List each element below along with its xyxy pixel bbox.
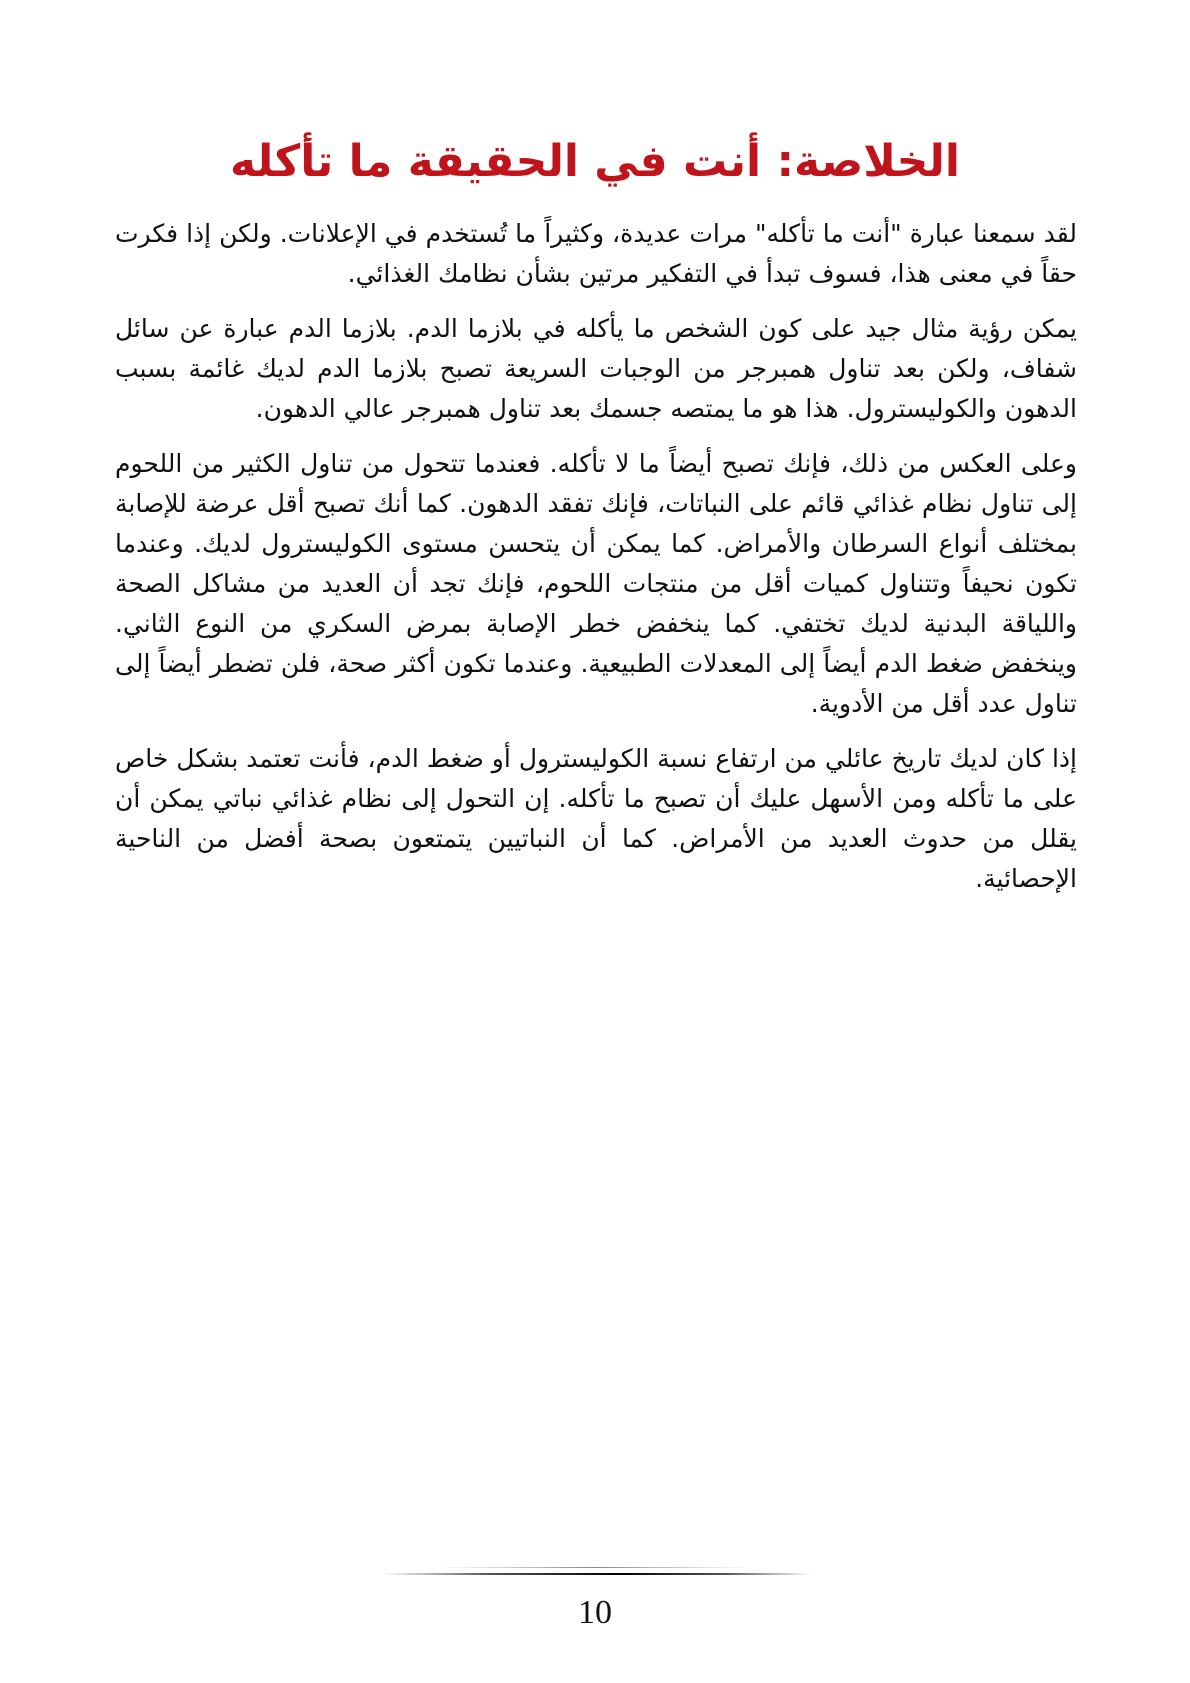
- paragraph: وعلى العكس من ذلك، فإنك تصبح أيضاً ما لا تأكله. فعندما تتحول من تناول الكثير من اللحوم إلى تناول نظام غذائي قائم على النباتات، فإنك تفقد الدهون. كما أنك تصبح أقل عرضة للإصابة بمختلف أنواع السرطان والأمراض. كما يمكن أن يتحسن مستوى الكوليسترول لديك. وعندما تكون نحيفاً وتتناول كميات أقل من منتجات اللحوم، فإنك تجد أن العديد من مشاكل الصحة واللياقة البدنية لديك تختفي. كما ينخفض خطر الإصابة بمرض السكري من النوع الثاني. وينخفض ضغط الدم أيضاً إلى المعدلات الطبيعية. وعندما تكون أكثر صحة، فلن تضطر أيضاً إلى تناول عدد أقل من الأدوية.: [115, 449, 1077, 718]
- footer-divider-accent: [440, 1567, 750, 1568]
- body-text: [115, 214, 1077, 914]
- paragraph: لقد سمعنا عبارة "أنت ما تأكله" مرات عديدة، وكثيراً ما تُستخدم في الإعلانات. ولكن إذا فكرت حقاً في معنى هذا، فسوف تبدأ في التفكير مرتين بشأن نظامك الغذائي.: [115, 219, 1077, 288]
- paragraph: إذا كان لديك تاريخ عائلي من ارتفاع نسبة الكوليسترول أو ضغط الدم، فأنت تعتمد بشكل خاص على ما تأكله ومن الأسهل عليك أن تصبح ما تأكله. إن التحول إلى نظام غذائي نباتي يمكن أن يقلل من حدوث العديد من الأمراض. كما أن النباتيين يتمتعون بصحة أفضل من الناحية الإحصائية.: [115, 744, 1077, 893]
- page-number: 10: [578, 1594, 612, 1631]
- page-title: الخلاصة: أنت في الحقيقة ما تأكله: [230, 136, 960, 187]
- footer-divider: [382, 1573, 812, 1575]
- paragraph: يمكن رؤية مثال جيد على كون الشخص ما يأكله في بلازما الدم. بلازما الدم عبارة عن سائل شفاف، ولكن بعد تناول همبرجر من الوجبات السريعة تصبح بلازما الدم لديك غائمة بسبب الدهون والكوليسترول. هذا هو ما يمتصه جسمك بعد تناول همبرجر عالي الدهون.: [115, 314, 1077, 423]
